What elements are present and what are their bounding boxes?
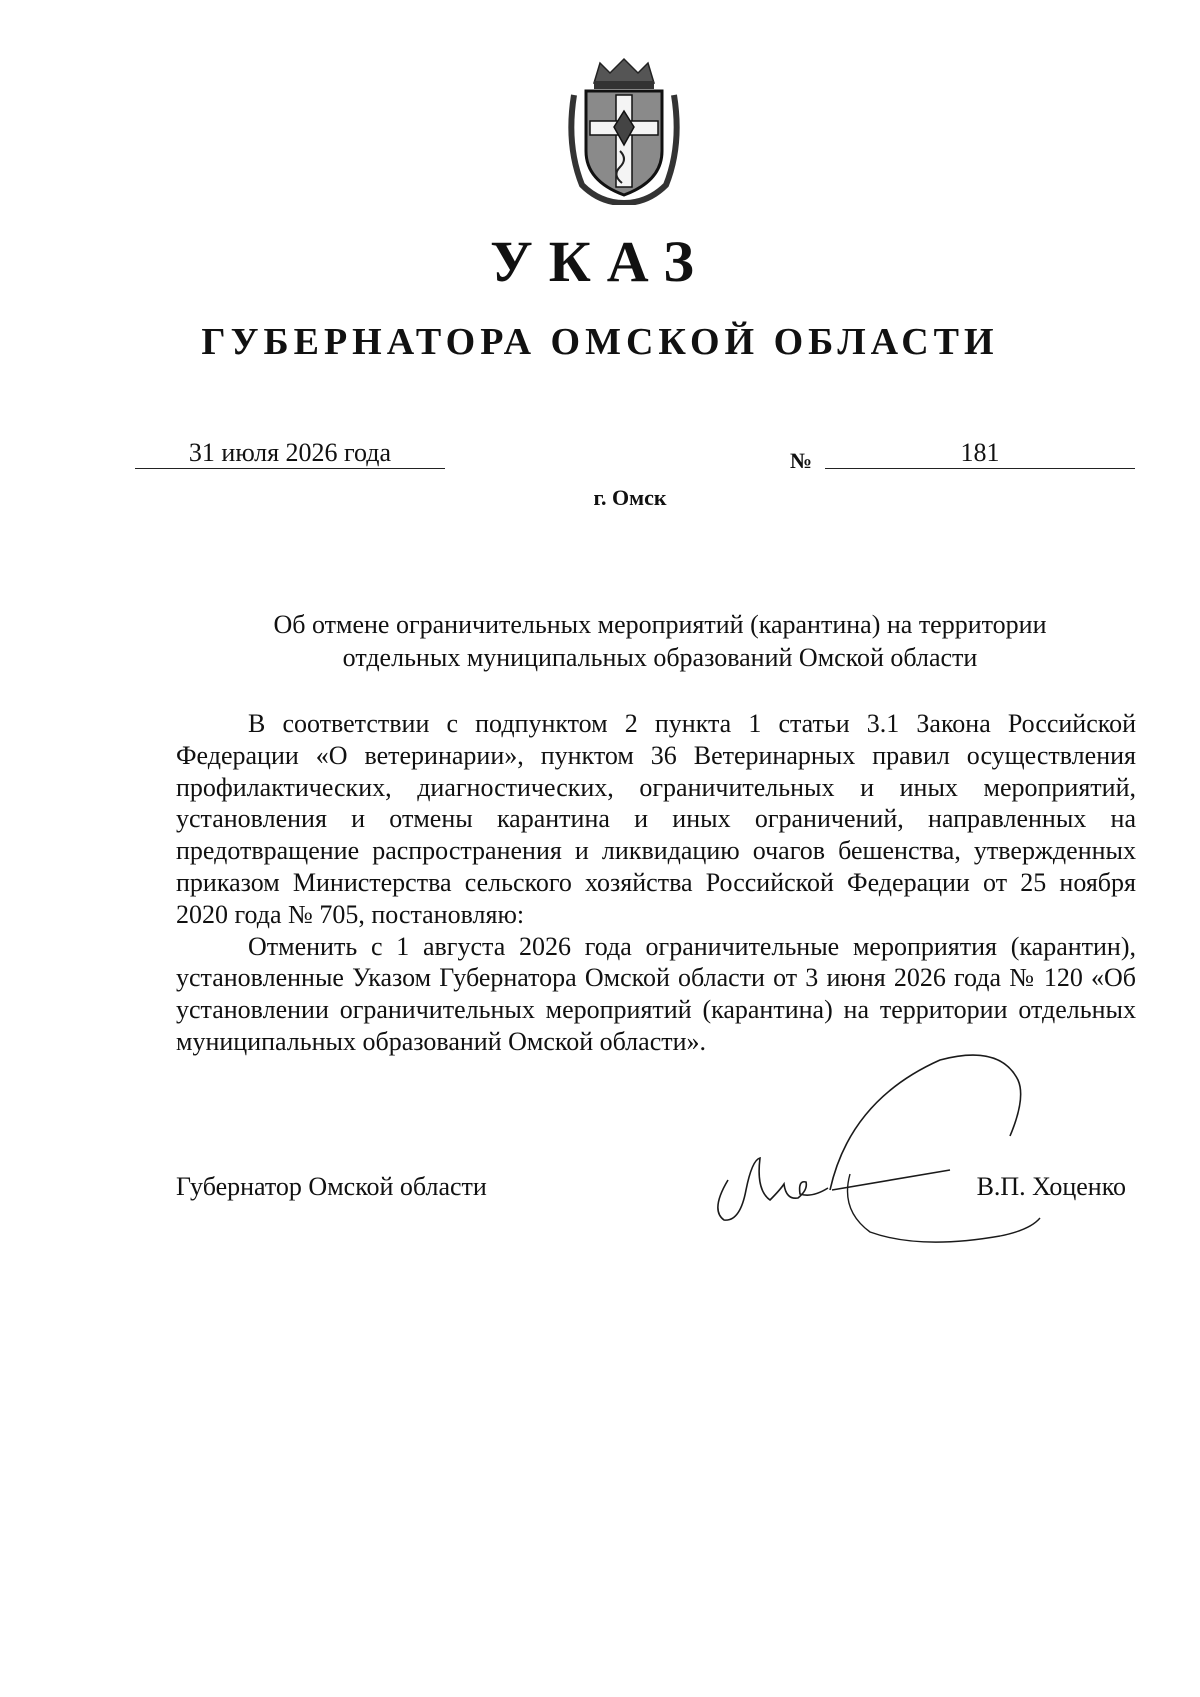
- number-sign: №: [790, 448, 813, 473]
- body-paragraph: Отменить с 1 августа 2026 года ограничительные мероприятия (карантин), установленные Указом Губернатора Омской области от 3 июня 2026 года № 120 «Об установлении ограничительных мероприятий (карантина) на территории отдельных муниципальных образований Омской области».: [176, 931, 1136, 1056]
- signer-title: Губернатор Омской области: [176, 1172, 487, 1201]
- heading-line: Об отмене ограничительных мероприятий (карантина) на территории: [273, 610, 1047, 639]
- body-paragraph: В соответствии с подпунктом 2 пункта 1 статьи 3.1 Закона Российской Федерации «О ветеринарии», пунктом 36 Ветеринарных правил осуществления профилактических, диагностических, ограничительных и иных мероприятий, установления и отмены карантина и иных ограничений, направленных на предотвращение распространения и ликвидацию очагов бешенства, утвержденных приказом Министерства сельского хозяйства Российской Федерации от 25 ноября 2020 года № 705, постановляю:: [176, 709, 1136, 929]
- heading-line: отдельных муниципальных образований Омской области: [342, 643, 978, 672]
- document-body: [176, 708, 1136, 1058]
- document-number: 181: [825, 438, 1135, 469]
- document-heading: [180, 608, 1140, 674]
- coat-of-arms-icon: [560, 55, 688, 205]
- document-place: г. Омск: [593, 485, 667, 510]
- document-subtitle: ГУБЕРНАТОРА ОМСКОЙ ОБЛАСТИ: [201, 321, 999, 363]
- document-title: УКАЗ: [490, 229, 710, 294]
- document-date: 31 июля 2026 года: [135, 438, 445, 469]
- signer-name: В.П. Хоценко: [976, 1172, 1126, 1201]
- handwritten-signature: [700, 1040, 1140, 1270]
